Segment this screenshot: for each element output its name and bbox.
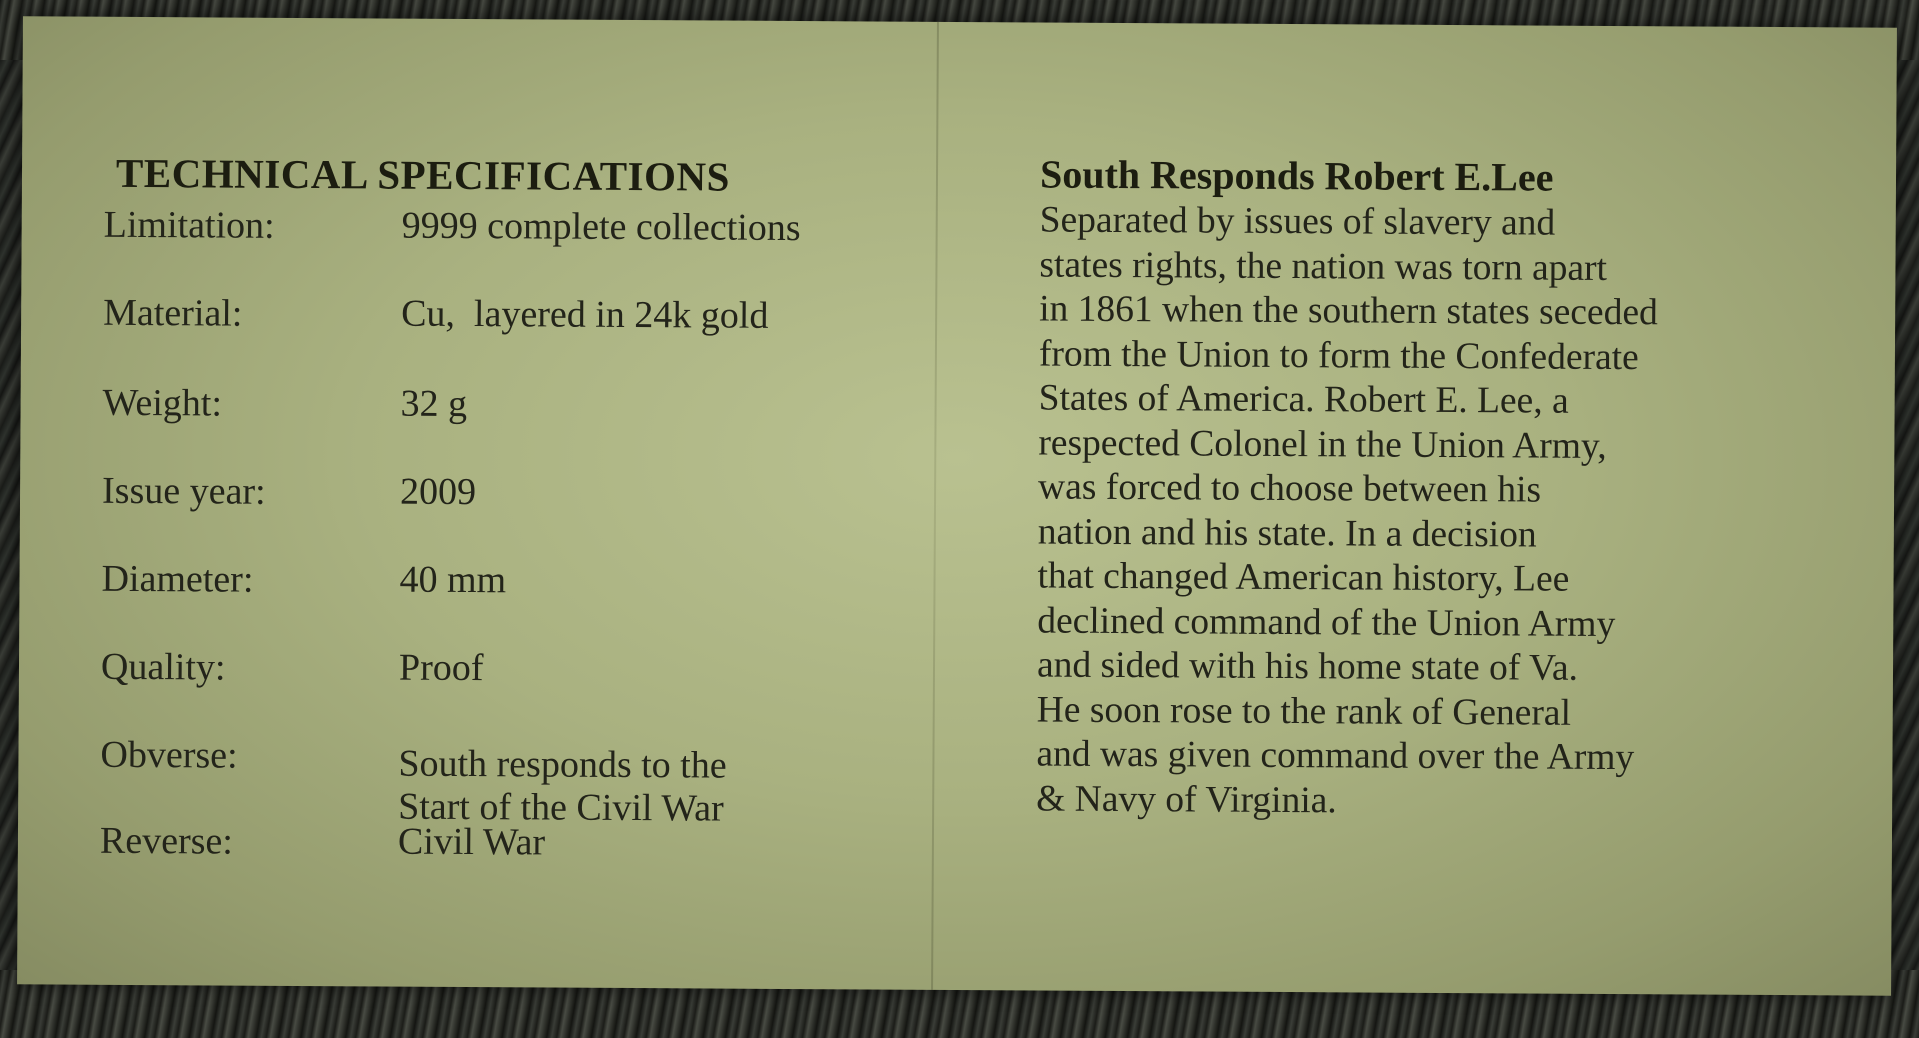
story-line: was forced to choose between his	[1037, 466, 1542, 511]
story-line: in 1861 when the southern states seceded	[1039, 288, 1658, 334]
spec-row-issue-year	[82, 469, 902, 514]
spec-value-line: South responds to the	[398, 742, 727, 787]
spec-row-weight	[83, 381, 903, 426]
spec-label: Diameter:	[101, 557, 254, 601]
story-line: States of America. Robert E. Lee, a	[1038, 377, 1569, 422]
spec-value: Proof	[398, 646, 484, 690]
spec-label: Reverse:	[99, 819, 234, 863]
story-line: Separated by issues of slavery and	[1039, 199, 1556, 244]
spec-label: Obverse:	[100, 733, 238, 777]
story-line: states rights, the nation was torn apart	[1039, 243, 1608, 289]
spec-value: 40 mm	[399, 558, 507, 602]
story-line: and was given command over the Army	[1036, 733, 1635, 779]
spec-row-material	[83, 291, 903, 337]
spec-label: Limitation:	[103, 203, 275, 247]
specifications-title: TECHNICAL SPECIFICATIONS	[115, 149, 731, 200]
story-line: nation and his state. In a decision	[1037, 510, 1537, 556]
story-body	[1036, 199, 1830, 827]
spec-label: Issue year:	[101, 469, 266, 513]
story-panel	[1032, 122, 1832, 821]
story-line: and sided with his home state of Va.	[1036, 644, 1579, 689]
spec-row-obverse	[81, 733, 901, 830]
spec-row-quality	[81, 645, 901, 690]
story-line: that changed American history, Lee	[1037, 555, 1570, 600]
specifications-panel	[84, 127, 904, 864]
spec-label: Quality:	[100, 645, 226, 689]
story-line: respected Colonel in the Union Army,	[1038, 421, 1607, 467]
spec-value	[398, 743, 879, 832]
spec-value: 2009	[399, 470, 477, 514]
story-line: declined command of the Union Army	[1037, 599, 1616, 645]
spec-value: 9999 complete collections	[401, 204, 801, 250]
spec-value-line: Start of the Civil War	[398, 785, 724, 830]
story-line: from the Union to form the Confederate	[1038, 332, 1639, 378]
story-title: South Responds Robert E.Lee	[1039, 151, 1554, 200]
spec-value: 32 g	[400, 382, 468, 426]
certificate-card	[17, 16, 1897, 995]
spec-label: Material:	[103, 291, 243, 335]
spec-row-limitation	[84, 203, 904, 250]
story-line: & Navy of Virginia.	[1036, 777, 1337, 821]
spec-label: Weight:	[102, 381, 223, 425]
spec-row-diameter	[82, 557, 902, 602]
spec-value: Civil War	[397, 820, 546, 864]
spec-value: Cu, layered in 24k gold	[401, 292, 769, 337]
fold-crease	[931, 22, 939, 990]
story-line: He soon rose to the rank of General	[1036, 688, 1572, 734]
